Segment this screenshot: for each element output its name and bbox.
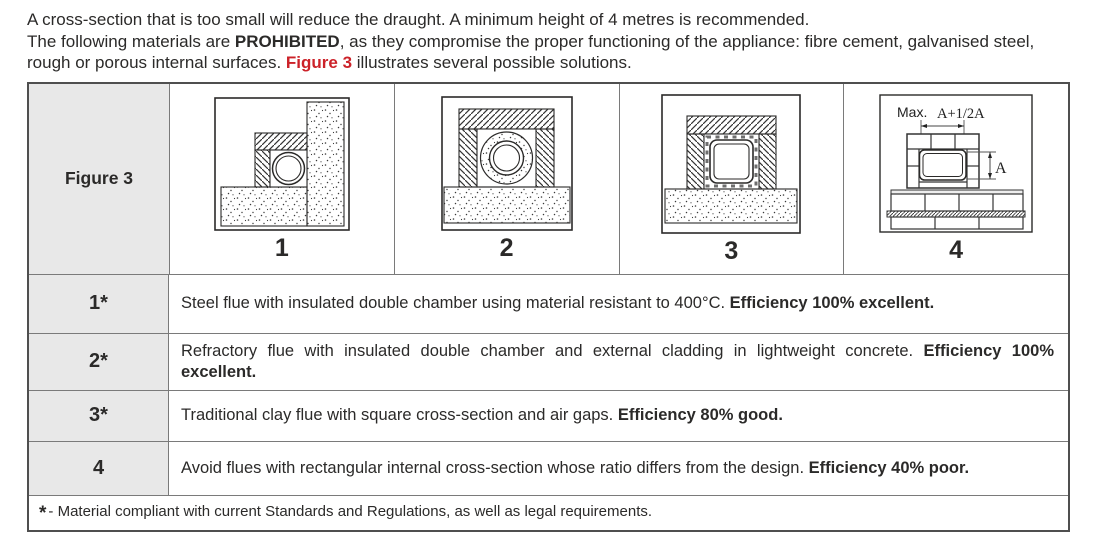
row-4-label: 4 [92, 456, 105, 479]
row-2-label: 2* [89, 350, 108, 372]
figure-3-table [27, 82, 1070, 532]
diagram-4-rectangular-flue [879, 94, 1033, 233]
row-3-label: 3* [89, 404, 108, 426]
diagram-3-clay-flue [661, 94, 801, 234]
max-dimension-label: Max. [897, 104, 928, 120]
table-row-2 [29, 333, 1068, 390]
figure-3-reference: Figure 3 [285, 53, 353, 72]
row-1-efficiency: Efficiency 100% excellent. [729, 294, 935, 312]
row-2-description: Refractory flue with insulated double chamber and external cladding in lightweight concrete. [181, 341, 924, 360]
row-4-description-cell [169, 442, 1068, 495]
intro-line-2 [27, 31, 1070, 74]
row-1-description: Steel flue with insulated double chamber using material resistant to 400°C. [181, 294, 730, 312]
diagram-4-number: 4 [949, 236, 964, 264]
table-row-3 [29, 390, 1068, 441]
table-row-1 [29, 274, 1068, 333]
intro-line2-pre: The following materials are [27, 31, 235, 51]
table-row-4 [29, 441, 1068, 495]
width-dimension-label: A+1/2A [937, 106, 985, 122]
intro-line1-text: A cross-section that is too small will reduce the draught. A minimum height of 4 metres is recommended. [27, 10, 810, 29]
diagram-2-number: 2 [499, 234, 514, 262]
row-3-label-cell [29, 391, 169, 441]
footnote-text: - Material compliant with current Standards and Regulations, as well as legal requirements. [48, 503, 653, 520]
footnote-asterisk: * [39, 502, 47, 524]
diagram-header-row [29, 84, 1068, 274]
intro-line2-mid: , as they compromise the proper functioning of the appliance: fibre cement, galvanised steel, rough or porous internal surfaces. [27, 31, 1035, 72]
figure-3-label-cell [29, 84, 169, 274]
row-4-label-cell [29, 442, 169, 495]
intro-paragraphs [27, 9, 1070, 74]
row-4-description: Avoid flues with rectangular internal cross-section whose ratio differs from the design. [181, 458, 809, 477]
row-4-efficiency: Efficiency 40% poor. [808, 458, 970, 477]
diagram-3-number: 3 [724, 236, 739, 265]
intro-line-1 [27, 9, 1070, 31]
row-1-label: 1* [89, 292, 108, 314]
row-1-description-cell [169, 275, 1068, 333]
row-1-label-cell [29, 275, 169, 333]
diagram-cell-1 [169, 84, 394, 274]
row-2-description-cell [169, 334, 1068, 390]
diagram-1-steel-flue [214, 97, 350, 231]
row-3-description: Traditional clay flue with square cross-section and air gaps. [181, 406, 618, 424]
diagram-2-refractory-flue [441, 96, 573, 231]
intro-line2-end: illustrates several possible solutions. [352, 53, 632, 72]
diagram-1-number: 1 [274, 233, 289, 262]
row-2-efficiency: Efficiency 100% excellent. [181, 341, 1054, 381]
table-footnote [29, 495, 1068, 530]
figure-3-label: Figure 3 [64, 168, 134, 188]
row-3-efficiency: Efficiency 80% good. [617, 406, 783, 424]
diagram-cell-2 [394, 84, 619, 274]
diagram-cell-3 [619, 84, 844, 274]
diagram-cell-4 [843, 84, 1068, 274]
height-dimension-label: A [995, 160, 1007, 177]
row-3-description-cell [169, 391, 1068, 441]
row-2-label-cell [29, 334, 169, 390]
prohibited-emphasis: PROHIBITED [234, 31, 340, 51]
